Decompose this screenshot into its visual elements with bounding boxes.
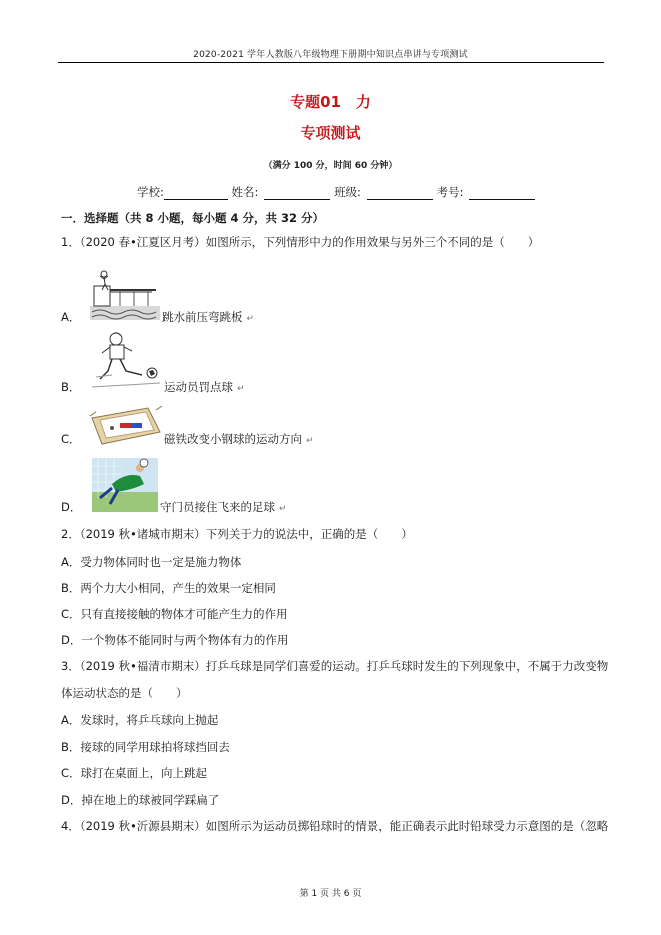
option-letter: B． (61, 740, 81, 754)
q3-option-d (61, 792, 219, 808)
q1-option-b-caption (164, 379, 245, 395)
q2-option-c (61, 606, 288, 622)
topic-title: 专题01 力 (290, 93, 371, 111)
q1-option-c-letter: C． (61, 432, 81, 446)
class-blank[interactable] (367, 187, 433, 200)
penalty-kick-image (90, 331, 162, 391)
diving-board-image (90, 268, 160, 322)
q2-option-a (61, 554, 241, 570)
q1-option-d-caption (160, 499, 287, 515)
return-mark: ↵ (246, 314, 255, 324)
q1-option-b-text: 运动员罚点球 (164, 380, 233, 394)
name-label: 姓名: (231, 185, 259, 199)
option-text: 只有直接接触的物体才可能产生力的作用 (80, 607, 288, 621)
question-2-stem: 2．（2019 秋•诸城市期末）下列关于力的说法中，正确的是（ ） (61, 527, 413, 541)
q1-option-b-letter: B． (61, 380, 81, 394)
q2-option-d (61, 632, 288, 648)
option-letter: A． (61, 555, 81, 569)
q3-option-b (61, 739, 230, 755)
section-heading: 一．选择题（共 8 小题，每小题 4 分，共 32 分） (61, 211, 325, 225)
student-info-line (137, 184, 535, 200)
return-mark: ↵ (237, 384, 245, 394)
option-letter: D． (61, 793, 82, 807)
option-text: 掉在地上的球被同学踩扁了 (81, 793, 220, 807)
school-label: 学校: (137, 185, 164, 199)
return-mark: ↵ (279, 504, 287, 514)
return-mark: ↵ (306, 436, 314, 446)
q3-option-c (61, 765, 207, 781)
q1-option-d-letter: D． (61, 500, 82, 514)
option-text: 发球时，将乒乓球向上抛起 (80, 713, 219, 727)
question-3-stem-line1: 3．（2019 秋•福清市期末）打乒乓球是同学们喜爱的运动。打乒乓球时发生的下列现象中，不属于力改变物 (61, 659, 609, 673)
header-divider (58, 62, 604, 63)
option-letter: A． (61, 713, 81, 727)
option-text: 一个物体不能同时与两个物体有力的作用 (81, 633, 289, 647)
name-blank[interactable] (264, 187, 330, 200)
number-label: 考号: (436, 185, 464, 199)
q1-option-d-text: 守门员接住飞来的足球 (160, 500, 275, 514)
page-footer: 第 1 页 共 6 页 (299, 889, 362, 899)
page-header: 2020-2021 学年人教版八年级物理下册期中知识点串讲与专项测试 (193, 50, 468, 60)
score-time-info: （满分 100 分，时间 60 分钟） (263, 161, 398, 171)
class-label: 班级: (334, 185, 361, 199)
option-letter: B． (61, 581, 81, 595)
q1-option-c-caption (164, 431, 314, 447)
q1-option-a-caption (162, 309, 254, 325)
option-text: 接球的同学用球拍将球挡回去 (80, 740, 230, 754)
school-blank[interactable] (164, 187, 228, 200)
q1-option-a-letter: A． (61, 310, 81, 324)
question-3-stem-line2: 体运动状态的是（ ） (61, 686, 188, 700)
number-blank[interactable] (469, 187, 535, 200)
question-4-stem: 4．（2019 秋•沂源县期末）如图所示为运动员掷铅球时的情景，能正确表示此时铅球受力示意图的是（忽略 (61, 819, 609, 833)
q3-option-a (61, 712, 218, 728)
option-text: 两个力大小相同，产生的效果一定相同 (80, 581, 276, 595)
magnet-ball-image (90, 404, 162, 446)
option-letter: C． (61, 766, 81, 780)
option-text: 球打在桌面上，向上跳起 (80, 766, 208, 780)
q1-option-c-text: 磁铁改变小钢球的运动方向 (164, 432, 302, 446)
goalkeeper-image (92, 458, 158, 512)
option-letter: C． (61, 607, 81, 621)
q2-option-b (61, 580, 276, 596)
q1-option-a-text: 跳水前压弯跳板 (162, 310, 243, 324)
option-text: 受力物体同时也一定是施力物体 (80, 555, 242, 569)
question-1-stem: 1．（2020 春•江夏区月考）如图所示，下列情形中力的作用效果与另外三个不同的是（ ） (61, 235, 540, 249)
test-title: 专项测试 (300, 124, 361, 142)
option-letter: D． (61, 633, 82, 647)
